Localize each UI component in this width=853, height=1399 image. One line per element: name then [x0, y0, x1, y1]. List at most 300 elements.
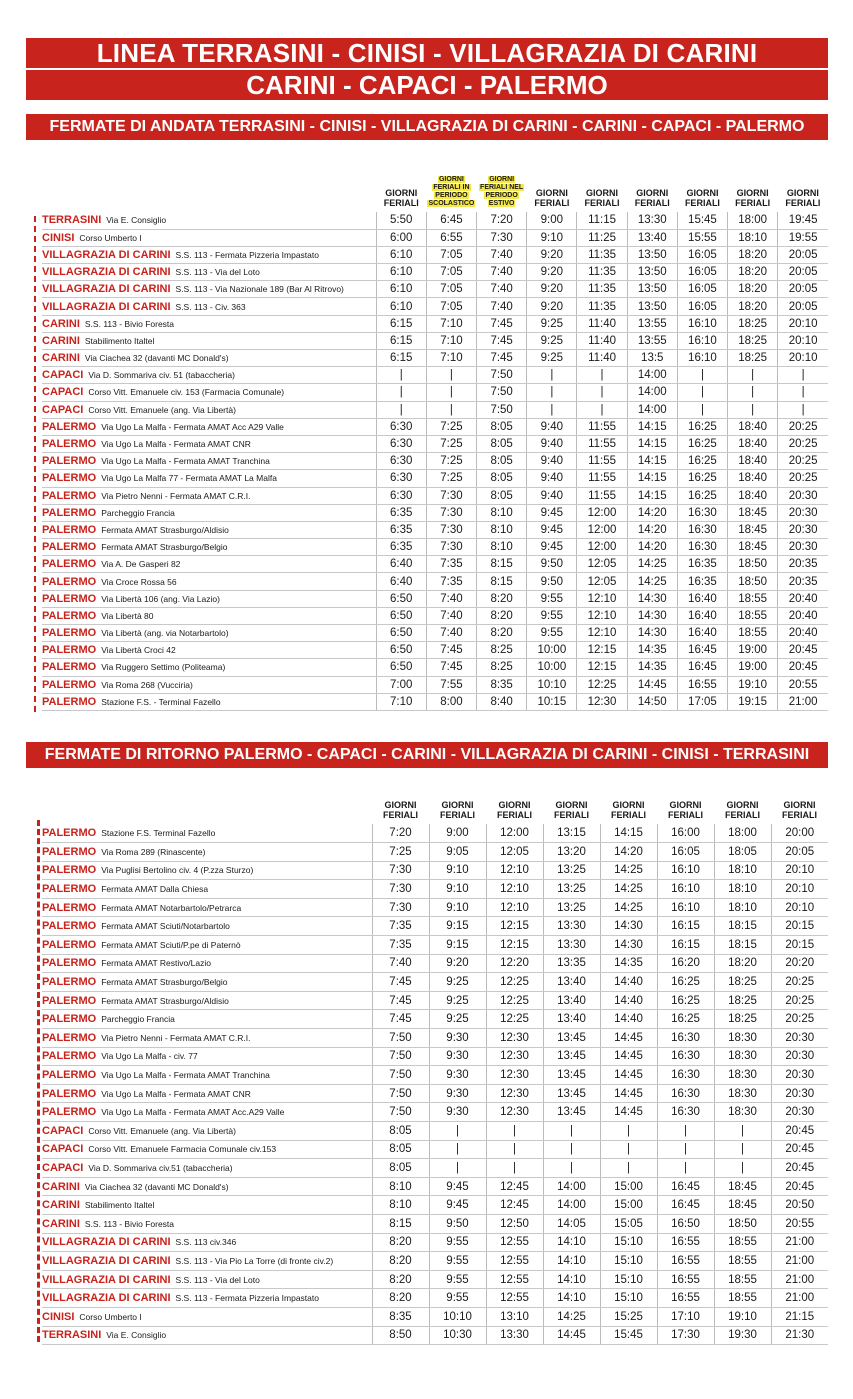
- departure-time: |: [600, 1140, 657, 1159]
- departure-time: 19:45: [778, 212, 828, 229]
- departure-time: 14:25: [543, 1307, 600, 1326]
- stop-address: Via E. Consiglio: [106, 215, 167, 226]
- departure-time: |: [728, 384, 778, 401]
- stop-city: CAPACI: [42, 369, 84, 382]
- column-header: [657, 774, 714, 824]
- departure-time: 7:20: [372, 824, 429, 843]
- table-row: [42, 1307, 828, 1326]
- departure-time: 14:15: [600, 824, 657, 843]
- departure-time: |: [486, 1140, 543, 1159]
- departure-time: 16:30: [677, 504, 727, 521]
- departure-time: 14:10: [543, 1252, 600, 1271]
- table-row: [42, 315, 828, 332]
- departure-time: 7:25: [426, 453, 476, 470]
- departure-time: 14:00: [543, 1177, 600, 1196]
- line-title-1: LINEA TERRASINI - CINISI - VILLAGRAZIA DI CARINI: [26, 38, 828, 68]
- departure-time: |: [600, 1159, 657, 1178]
- table-row: [42, 843, 828, 862]
- departure-time: |: [376, 367, 426, 384]
- stop-address: Stazione F.S. Terminal Fazello: [101, 828, 216, 839]
- departure-time: 18:45: [728, 521, 778, 538]
- departure-time: 12:55: [486, 1233, 543, 1252]
- departure-time: 18:20: [728, 298, 778, 315]
- table-row: [42, 1270, 828, 1289]
- stop-address: Via Ciachea 32 (davanti MC Donald's): [84, 353, 229, 364]
- column-header: [714, 774, 771, 824]
- departure-time: 9:40: [527, 435, 577, 452]
- departure-time: 12:00: [577, 504, 627, 521]
- departure-time: 16:25: [677, 487, 727, 504]
- departure-time: 9:20: [527, 281, 577, 298]
- table-row: [42, 504, 828, 521]
- column-header-line: FERIALI: [440, 810, 475, 820]
- table-row: [42, 861, 828, 880]
- departure-time: 10:10: [429, 1307, 486, 1326]
- departure-time: 7:05: [426, 298, 476, 315]
- stop-city: PALERMO: [42, 609, 97, 622]
- departure-time: 20:30: [778, 521, 828, 538]
- column-header: [527, 160, 577, 212]
- departure-time: 7:30: [426, 487, 476, 504]
- departure-time: 18:55: [728, 625, 778, 642]
- departure-time: 8:10: [477, 539, 527, 556]
- column-header-line: FERIALI: [534, 198, 570, 208]
- departure-time: 9:25: [527, 332, 577, 349]
- departure-time: 21:00: [771, 1270, 828, 1289]
- departure-time: 21:00: [771, 1233, 828, 1252]
- stop-cell: [42, 1084, 372, 1103]
- table-row: [42, 298, 828, 315]
- departure-time: 12:25: [486, 1010, 543, 1029]
- stop-address: Fermata AMAT Strasburgo/Belgio: [101, 977, 228, 988]
- departure-time: 9:30: [429, 1084, 486, 1103]
- table-row: [42, 898, 828, 917]
- departure-time: 7:40: [477, 264, 527, 281]
- stop-address: Stabilimento Italtel: [84, 1200, 155, 1211]
- stop-city: CAPACI: [42, 1161, 84, 1174]
- departure-time: 13:55: [627, 315, 677, 332]
- stop-city: PALERMO: [42, 957, 97, 970]
- table-row: [42, 556, 828, 573]
- departure-time: 13:25: [543, 898, 600, 917]
- stop-cell: [42, 880, 372, 899]
- departure-time: 18:40: [728, 453, 778, 470]
- departure-time: |: [714, 1140, 771, 1159]
- departure-time: 18:00: [714, 824, 771, 843]
- departure-time: 14:35: [627, 659, 677, 676]
- stop-city: VILLAGRAZIA DI CARINI: [42, 266, 171, 279]
- departure-time: 7:50: [477, 401, 527, 418]
- stop-address: Corso Umberto I: [79, 232, 142, 243]
- stop-city: PALERMO: [42, 592, 97, 605]
- column-header: [486, 774, 543, 824]
- departure-time: 16:45: [677, 659, 727, 676]
- departure-time: 16:40: [677, 625, 727, 642]
- departure-time: 15:10: [600, 1233, 657, 1252]
- departure-time: 6:30: [376, 418, 426, 435]
- departure-time: |: [543, 1140, 600, 1159]
- stop-city: PALERMO: [42, 1087, 97, 1100]
- departure-time: |: [728, 367, 778, 384]
- stop-cell: [42, 1122, 372, 1141]
- departure-time: |: [677, 384, 727, 401]
- stop-address: S.S. 113 civ.346: [175, 1237, 237, 1248]
- stop-city: PALERMO: [42, 541, 97, 554]
- departure-time: 10:00: [527, 642, 577, 659]
- departure-time: 8:05: [477, 487, 527, 504]
- stop-cell: [42, 1140, 372, 1159]
- stop-city: VILLAGRAZIA DI CARINI: [42, 283, 171, 296]
- stop-address: Via Roma 289 (Rinascente): [101, 846, 206, 857]
- departure-time: 14:35: [627, 642, 677, 659]
- stop-address: Fermata AMAT Strasburgo/Aldisio: [101, 995, 229, 1006]
- departure-time: 16:30: [677, 521, 727, 538]
- departure-time: 12:05: [577, 573, 627, 590]
- departure-time: 12:30: [486, 1084, 543, 1103]
- column-header-line: GIORNI: [636, 188, 669, 198]
- table-row: [42, 676, 828, 693]
- departure-time: |: [677, 401, 727, 418]
- stop-cell: [42, 298, 376, 315]
- departure-time: 18:50: [728, 556, 778, 573]
- column-header: [728, 160, 778, 212]
- departure-time: 11:35: [577, 298, 627, 315]
- table-row: [42, 573, 828, 590]
- departure-time: 14:45: [600, 1103, 657, 1122]
- stop-cell: [42, 1252, 372, 1271]
- departure-time: 12:30: [577, 693, 627, 710]
- departure-time: 14:30: [600, 917, 657, 936]
- stop-city: PALERMO: [42, 420, 97, 433]
- departure-time: |: [577, 367, 627, 384]
- stop-address: Stazione F.S. - Terminal Fazello: [101, 696, 221, 707]
- departure-time: 12:00: [577, 521, 627, 538]
- stop-cell: [42, 453, 376, 470]
- departure-time: 9:15: [429, 936, 486, 955]
- departure-time: 7:40: [426, 625, 476, 642]
- stop-city: PALERMO: [42, 627, 97, 640]
- departure-time: 13:15: [543, 824, 600, 843]
- departure-time: 13:45: [543, 1029, 600, 1048]
- departure-time: 20:30: [771, 1029, 828, 1048]
- departure-time: 14:00: [627, 367, 677, 384]
- table-row: [42, 470, 828, 487]
- departure-time: 20:45: [778, 659, 828, 676]
- stop-address: Via Ruggero Settimo (Politeama): [101, 662, 226, 673]
- departure-time: 9:45: [527, 539, 577, 556]
- departure-time: 15:55: [677, 229, 727, 246]
- column-header-line: FERIALI: [725, 810, 760, 820]
- departure-time: 7:05: [426, 264, 476, 281]
- stop-address: Via Ciachea 32 (davanti MC Donald's): [84, 1181, 229, 1192]
- column-header-line: FERIALI NEL: [480, 184, 524, 191]
- departure-time: 9:10: [429, 880, 486, 899]
- departure-time: 13:40: [543, 991, 600, 1010]
- departure-time: 6:55: [426, 229, 476, 246]
- departure-time: 7:30: [372, 898, 429, 917]
- column-header-line: GIORNI: [783, 800, 816, 810]
- departure-time: 7:05: [426, 281, 476, 298]
- stop-city: VILLAGRAZIA DI CARINI: [42, 1236, 171, 1249]
- departure-time: 11:25: [577, 229, 627, 246]
- departure-time: 16:00: [657, 824, 714, 843]
- departure-time: 16:25: [677, 435, 727, 452]
- departure-time: 9:10: [429, 898, 486, 917]
- column-header-line: GIORNI: [441, 800, 474, 810]
- departure-time: 20:10: [778, 332, 828, 349]
- departure-time: 8:10: [477, 504, 527, 521]
- departure-time: 12:10: [486, 880, 543, 899]
- stop-address: Fermata AMAT Restivo/Lazio: [101, 958, 211, 969]
- departure-time: 9:25: [429, 973, 486, 992]
- departure-time: 14:50: [627, 693, 677, 710]
- stop-cell: [42, 246, 376, 263]
- departure-time: 7:35: [426, 556, 476, 573]
- departure-time: 6:40: [376, 556, 426, 573]
- departure-time: 7:45: [426, 642, 476, 659]
- departure-time: 5:50: [376, 212, 426, 229]
- departure-time: 16:55: [657, 1270, 714, 1289]
- stop-address: S.S. 113 - Bivio Foresta: [84, 318, 175, 329]
- stop-cell: [42, 1103, 372, 1122]
- departure-time: 7:10: [426, 350, 476, 367]
- departure-time: 18:30: [714, 1103, 771, 1122]
- stop-city: PALERMO: [42, 644, 97, 657]
- departure-time: 8:20: [477, 625, 527, 642]
- departure-time: 14:25: [600, 898, 657, 917]
- departure-time: 13:45: [543, 1084, 600, 1103]
- table-row: [42, 1177, 828, 1196]
- departure-time: 14:40: [600, 973, 657, 992]
- stop-city: PALERMO: [42, 506, 97, 519]
- departure-time: 6:45: [426, 212, 476, 229]
- stop-address: Fermata AMAT Sciuti/P.pe di Paternò: [101, 939, 241, 950]
- departure-time: 6:40: [376, 573, 426, 590]
- departure-time: 18:30: [714, 1029, 771, 1048]
- departure-time: 16:10: [657, 861, 714, 880]
- departure-time: 21:00: [771, 1289, 828, 1308]
- departure-time: 16:30: [677, 539, 727, 556]
- column-header-line: FERIALI: [684, 198, 720, 208]
- stop-cell: [42, 573, 376, 590]
- departure-time: |: [543, 1122, 600, 1141]
- stop-cell: [42, 676, 376, 693]
- table-row: [42, 1047, 828, 1066]
- stop-cell: [42, 991, 372, 1010]
- departure-time: 7:25: [426, 418, 476, 435]
- departure-time: 18:05: [714, 843, 771, 862]
- stop-address: S.S. 113 - Via Pio La Torre (di fronte civ.2): [175, 1255, 334, 1266]
- andata-section-title: FERMATE DI ANDATA TERRASINI - CINISI - VILLAGRAZIA DI CARINI - CARINI - CAPACI - PALERMO: [26, 114, 828, 140]
- departure-time: 7:40: [477, 281, 527, 298]
- table-row: [42, 1326, 828, 1345]
- departure-time: 20:35: [778, 556, 828, 573]
- departure-time: 12:10: [486, 861, 543, 880]
- column-header-line: FERIALI: [782, 810, 817, 820]
- departure-time: 12:55: [486, 1289, 543, 1308]
- stop-address: S.S. 113 - Via Nazionale 189 (Bar Al Ritrovo): [175, 284, 344, 295]
- stop-city: CARINI: [42, 1180, 80, 1193]
- departure-time: 17:05: [677, 693, 727, 710]
- departure-time: 14:45: [600, 1066, 657, 1085]
- andata-route-line: [34, 216, 36, 712]
- departure-time: 16:05: [657, 843, 714, 862]
- table-row: [42, 229, 828, 246]
- departure-time: 12:00: [577, 539, 627, 556]
- departure-time: 9:50: [527, 573, 577, 590]
- departure-time: |: [486, 1122, 543, 1141]
- departure-time: 13:5: [627, 350, 677, 367]
- column-header-line: ESTIVO: [488, 200, 515, 207]
- departure-time: 16:10: [677, 350, 727, 367]
- column-header-line: GIORNI: [726, 800, 759, 810]
- departure-time: 16:05: [677, 264, 727, 281]
- departure-time: 13:30: [486, 1326, 543, 1345]
- departure-time: 14:20: [600, 843, 657, 862]
- departure-time: |: [527, 367, 577, 384]
- stop-city: PALERMO: [42, 678, 97, 691]
- departure-time: 13:50: [627, 246, 677, 263]
- stop-address: Via Libertà (ang. via Notarbartolo): [101, 628, 229, 639]
- column-header: [677, 160, 727, 212]
- departure-time: 7:35: [426, 573, 476, 590]
- departure-time: 7:45: [372, 1010, 429, 1029]
- departure-time: 8:10: [372, 1196, 429, 1215]
- departure-time: 8:15: [477, 556, 527, 573]
- departure-time: 8:15: [372, 1214, 429, 1233]
- table-row: [42, 435, 828, 452]
- stop-address: Via Ugo La Malfa - Fermata AMAT Acc.A29 Valle: [101, 1107, 285, 1118]
- column-header-line: FERIALI: [584, 198, 620, 208]
- departure-time: 9:20: [429, 954, 486, 973]
- departure-time: |: [527, 384, 577, 401]
- departure-time: 12:10: [577, 625, 627, 642]
- departure-time: 14:35: [600, 954, 657, 973]
- departure-time: 7:35: [372, 917, 429, 936]
- departure-time: 14:25: [627, 573, 677, 590]
- stop-cell: [42, 843, 372, 862]
- departure-time: 9:00: [429, 824, 486, 843]
- stop-address: Via Ugo La Malfa - civ. 77: [101, 1051, 198, 1062]
- departure-time: 18:55: [714, 1289, 771, 1308]
- stop-cell: [42, 1233, 372, 1252]
- departure-time: 12:25: [577, 676, 627, 693]
- departure-time: 18:45: [714, 1177, 771, 1196]
- stop-address: S.S. 113 - Fermata Pizzeria Impastato: [175, 249, 319, 260]
- departure-time: 12:55: [486, 1270, 543, 1289]
- departure-time: 19:15: [728, 693, 778, 710]
- stop-city: VILLAGRAZIA DI CARINI: [42, 248, 171, 261]
- stop-city: PALERMO: [42, 901, 97, 914]
- departure-time: 19:00: [728, 642, 778, 659]
- departure-time: 8:15: [477, 573, 527, 590]
- departure-time: 7:45: [477, 315, 527, 332]
- departure-time: 8:20: [477, 590, 527, 607]
- departure-time: 7:45: [372, 973, 429, 992]
- departure-time: 11:40: [577, 332, 627, 349]
- departure-time: 20:25: [771, 991, 828, 1010]
- line-title-2: CARINI - CAPACI - PALERMO: [26, 70, 828, 100]
- stop-city: CARINI: [42, 334, 80, 347]
- column-header-line: FERIALI: [735, 198, 771, 208]
- departure-time: 15:10: [600, 1270, 657, 1289]
- stop-cell: [42, 861, 372, 880]
- departure-time: 16:30: [657, 1084, 714, 1103]
- departure-time: 20:55: [771, 1214, 828, 1233]
- column-header-line: GIORNI: [612, 800, 645, 810]
- departure-time: 12:10: [577, 607, 627, 624]
- departure-time: 12:50: [486, 1214, 543, 1233]
- departure-time: 18:15: [714, 936, 771, 955]
- departure-time: 11:35: [577, 264, 627, 281]
- departure-time: 11:15: [577, 212, 627, 229]
- departure-time: 14:15: [627, 453, 677, 470]
- table-row: [42, 1029, 828, 1048]
- stop-address: Via Puglisi Bertolino civ. 4 (P.zza Sturzo): [101, 865, 254, 876]
- departure-time: 15:05: [600, 1214, 657, 1233]
- departure-time: 16:20: [657, 954, 714, 973]
- stop-address: Via Libertà Croci 42: [101, 645, 176, 656]
- departure-time: 20:55: [778, 676, 828, 693]
- column-header-line: FERIALI: [634, 198, 670, 208]
- departure-time: 20:10: [778, 315, 828, 332]
- table-row: [42, 590, 828, 607]
- departure-time: 20:45: [771, 1177, 828, 1196]
- departure-time: 16:55: [657, 1289, 714, 1308]
- departure-time: 9:25: [429, 991, 486, 1010]
- departure-time: 16:45: [657, 1196, 714, 1215]
- departure-time: 8:05: [477, 418, 527, 435]
- departure-time: 13:25: [543, 880, 600, 899]
- departure-time: 20:40: [778, 625, 828, 642]
- stop-cell: [42, 1010, 372, 1029]
- departure-time: 14:15: [627, 487, 677, 504]
- departure-time: 6:10: [376, 246, 426, 263]
- departure-time: 21:15: [771, 1307, 828, 1326]
- table-row: [42, 453, 828, 470]
- departure-time: 14:15: [627, 418, 677, 435]
- departure-time: 21:30: [771, 1326, 828, 1345]
- departure-time: 7:25: [426, 470, 476, 487]
- stop-city: PALERMO: [42, 920, 97, 933]
- stop-city: PALERMO: [42, 994, 97, 1007]
- departure-time: |: [429, 1140, 486, 1159]
- departure-time: 13:20: [543, 843, 600, 862]
- departure-time: 14:15: [627, 435, 677, 452]
- stop-cell: [42, 693, 376, 710]
- departure-time: 16:40: [677, 590, 727, 607]
- departure-time: 21:00: [778, 693, 828, 710]
- stop-cell: [42, 212, 376, 229]
- departure-time: 18:25: [714, 973, 771, 992]
- departure-time: 16:15: [657, 936, 714, 955]
- departure-time: 20:30: [778, 487, 828, 504]
- departure-time: |: [657, 1140, 714, 1159]
- departure-time: 9:55: [429, 1270, 486, 1289]
- departure-time: 20:10: [778, 350, 828, 367]
- departure-time: 8:00: [426, 693, 476, 710]
- departure-time: 9:45: [429, 1196, 486, 1215]
- departure-time: 11:55: [577, 418, 627, 435]
- departure-time: 7:30: [426, 504, 476, 521]
- stop-cell: [42, 401, 376, 418]
- departure-time: 6:30: [376, 487, 426, 504]
- departure-time: 20:05: [778, 264, 828, 281]
- departure-time: 9:15: [429, 917, 486, 936]
- departure-time: 12:15: [486, 936, 543, 955]
- departure-time: 20:05: [778, 298, 828, 315]
- departure-time: 7:30: [477, 229, 527, 246]
